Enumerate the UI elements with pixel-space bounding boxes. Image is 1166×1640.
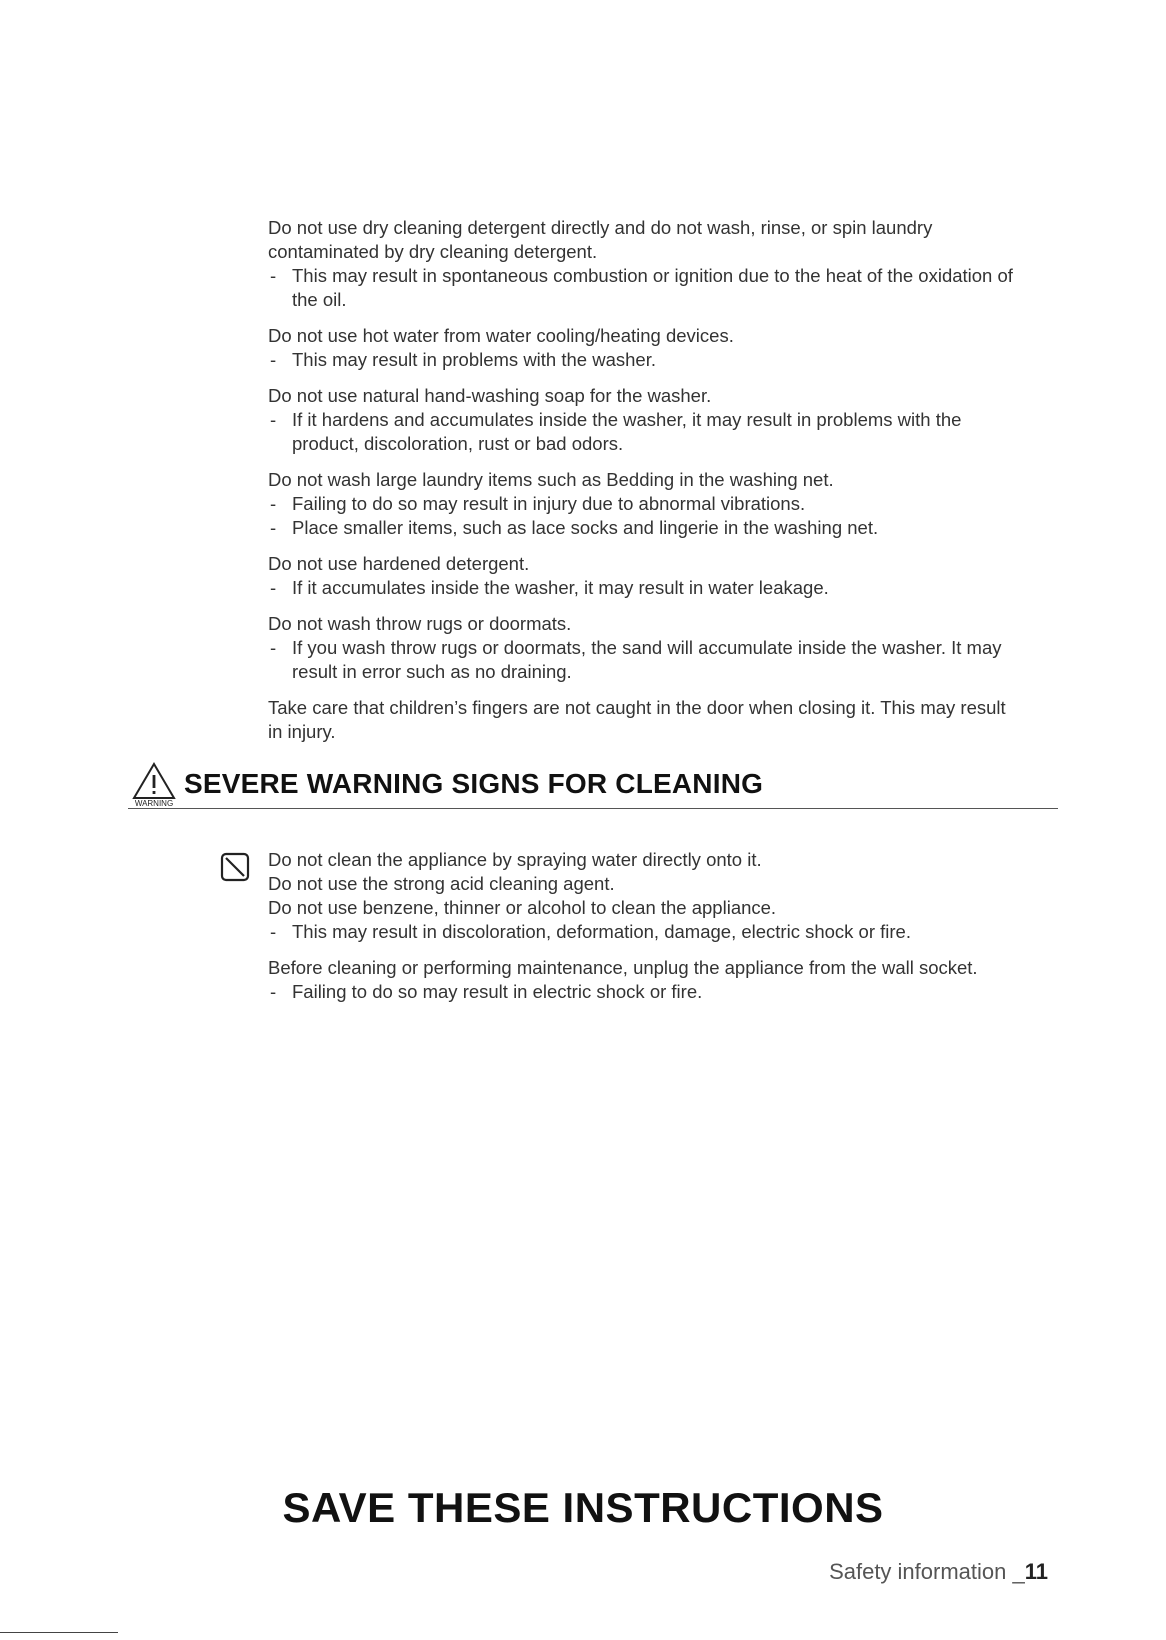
cleaning-warning-item — [268, 848, 1058, 944]
prohibited-icon — [220, 852, 250, 882]
usage-warning-item — [268, 384, 1058, 456]
page-number: 11 — [1024, 1559, 1048, 1584]
usage-warning-statement-line: Do not use dry cleaning detergent directly and do not wash, rinse, or spin laundry — [268, 217, 933, 238]
usage-warning-statement-line: Do not wash throw rugs or doormats. — [268, 613, 572, 634]
usage-warning-sub-point — [268, 576, 1058, 600]
usage-warning-item — [268, 324, 1058, 372]
usage-warning-sub-point — [268, 264, 1058, 312]
cleaning-warning-statement-line: Do not use the strong acid cleaning agent. — [268, 873, 615, 894]
cleaning-warning-statement-line: Do not clean the appliance by spraying water directly onto it. — [268, 849, 762, 870]
warning-triangle-icon — [128, 762, 180, 808]
usage-warning-sub-point-line: - If you wash throw rugs or doormats, the sand will accumulate inside the washer. It may — [292, 637, 1002, 658]
usage-warning-item — [268, 468, 1058, 540]
page-footer — [829, 1559, 1048, 1585]
usage-warning-item — [268, 552, 1058, 600]
washer-usage-warnings — [268, 216, 1058, 756]
section-heading-row — [128, 762, 1058, 809]
cleaning-warning-item — [268, 956, 1058, 1004]
usage-warning-statement-line: in injury. — [268, 721, 336, 742]
usage-warning-item — [268, 696, 1058, 744]
footer-section-label: Safety information _ — [829, 1559, 1025, 1584]
cleaning-warning-statement-line: Before cleaning or performing maintenance, unplug the appliance from the wall socket. — [268, 957, 978, 978]
cleaning-warnings — [268, 848, 1058, 1016]
cleaning-warning-sub-point-line: - This may result in discoloration, deformation, damage, electric shock or fire. — [292, 921, 911, 942]
usage-warning-sub-point — [268, 516, 1058, 540]
usage-warning-sub-point — [268, 408, 1058, 456]
usage-warning-sub-point-line: the oil. — [292, 289, 347, 310]
usage-warning-statement-line: Do not use natural hand-washing soap for the washer. — [268, 385, 712, 406]
usage-warning-sub-point-line: product, discoloration, rust or bad odors. — [292, 433, 624, 454]
usage-warning-sub-point-line: result in error such as no draining. — [292, 661, 572, 682]
usage-warning-sub-point-line: - Place smaller items, such as lace socks and lingerie in the washing net. — [292, 517, 879, 538]
usage-warning-sub-point-line: - This may result in spontaneous combustion or ignition due to the heat of the oxidation of — [292, 265, 1013, 286]
cleaning-warning-sub-point-line: - Failing to do so may result in electric shock or fire. — [292, 981, 703, 1002]
usage-warning-item — [268, 612, 1058, 684]
usage-warning-sub-point-line: - If it accumulates inside the washer, it may result in water leakage. — [292, 577, 829, 598]
footer-rule — [0, 1632, 118, 1633]
usage-warning-sub-point — [268, 492, 1058, 516]
usage-warning-sub-point-line: - Failing to do so may result in injury due to abnormal vibrations. — [292, 493, 806, 514]
warning-icon-label: WARNING — [134, 799, 174, 808]
cleaning-warning-sub-point — [268, 920, 1058, 944]
usage-warning-statement-line: Take care that children’s fingers are not caught in the door when closing it. This may result — [268, 697, 1006, 718]
usage-warning-sub-point — [268, 348, 1058, 372]
usage-warning-item — [268, 216, 1058, 312]
usage-warning-statement-line: Do not wash large laundry items such as Bedding in the washing net. — [268, 469, 834, 490]
usage-warning-sub-point-line: - This may result in problems with the washer. — [292, 349, 656, 370]
usage-warning-sub-point-line: - If it hardens and accumulates inside the washer, it may result in problems with the — [292, 409, 962, 430]
section-title: SEVERE WARNING SIGNS FOR CLEANING — [184, 768, 764, 799]
usage-warning-statement-line: contaminated by dry cleaning detergent. — [268, 241, 598, 262]
usage-warning-statement-line: Do not use hardened detergent. — [268, 553, 530, 574]
cleaning-warning-sub-point — [268, 980, 1058, 1004]
cleaning-warning-statement-line: Do not use benzene, thinner or alcohol to clean the appliance. — [268, 897, 777, 918]
save-instructions-title: SAVE THESE INSTRUCTIONS — [282, 1484, 884, 1531]
usage-warning-statement-line: Do not use hot water from water cooling/heating devices. — [268, 325, 734, 346]
usage-warning-sub-point — [268, 636, 1058, 684]
